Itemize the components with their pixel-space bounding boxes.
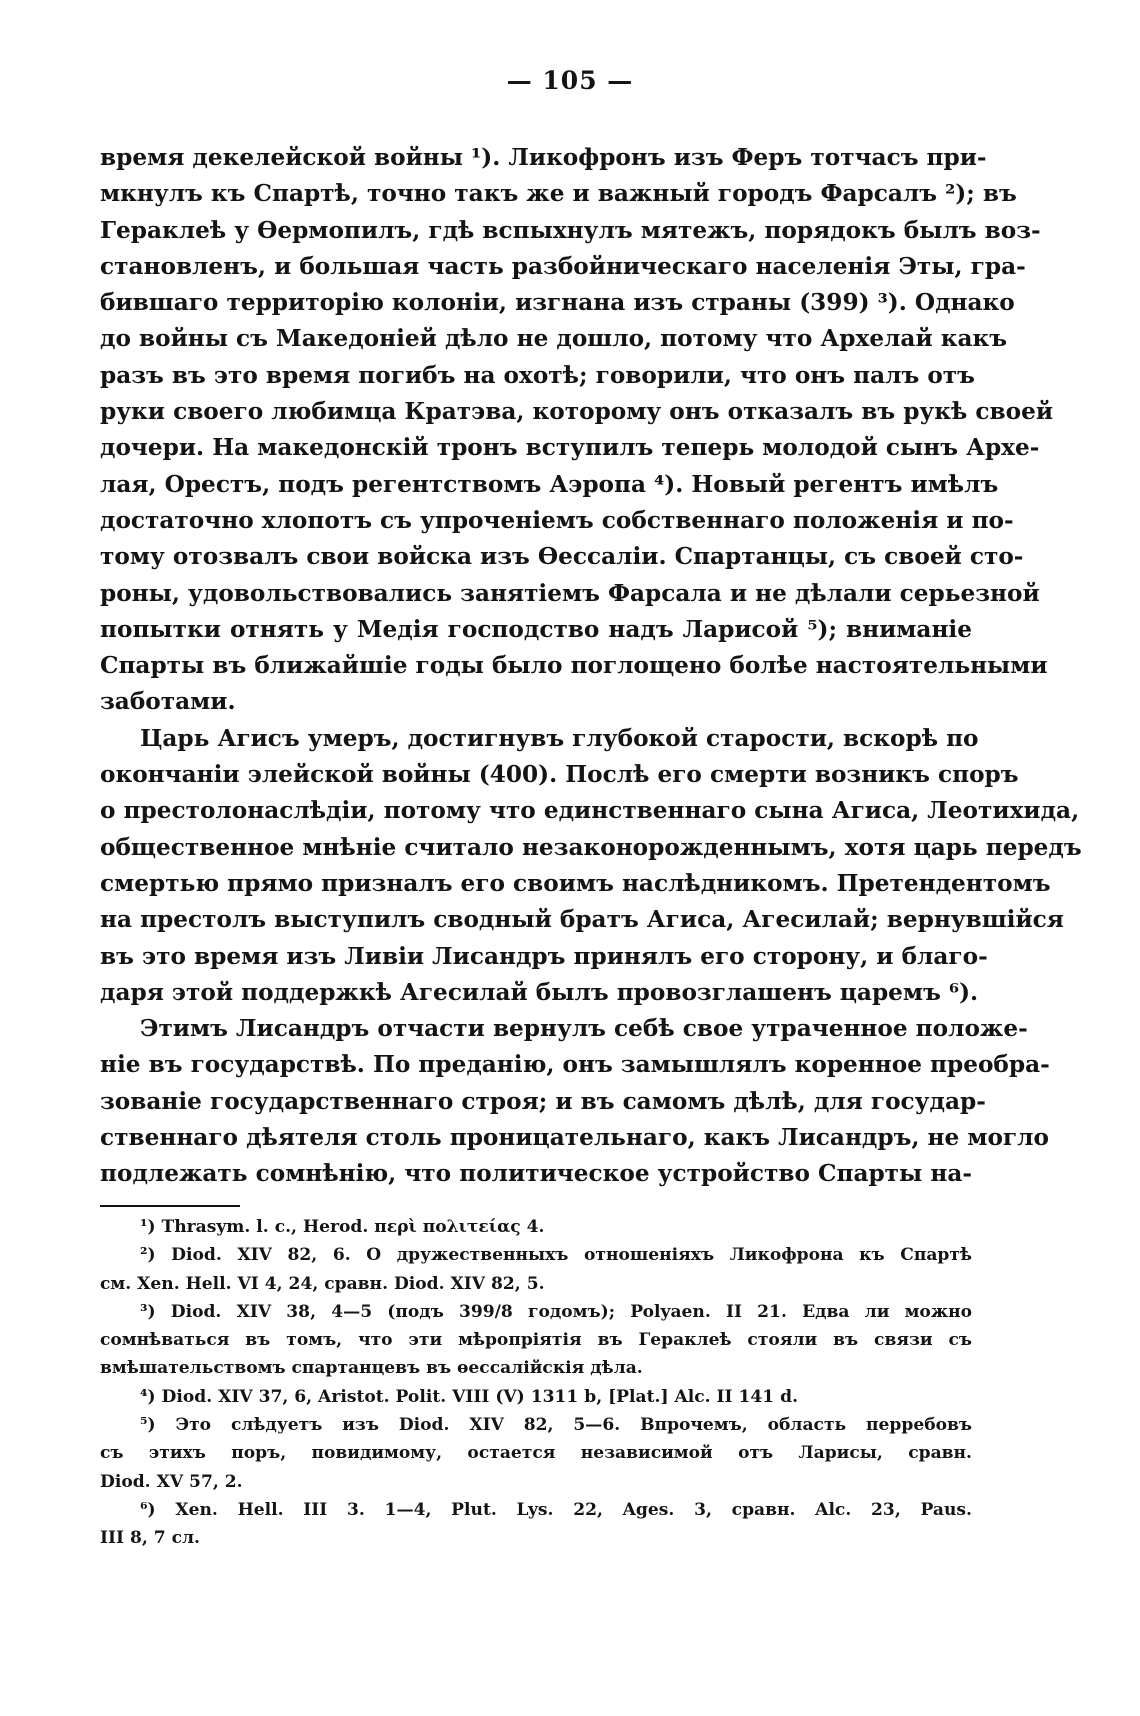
text-line: тому отозвалъ свои войска изъ Өессаліи. Спартанцы, съ своей сто- [100,543,1024,571]
text-line: даря этой поддержкѣ Агесилай былъ провозглашенъ царемъ ⁶). [100,978,979,1006]
text-line: подлежать сомнѣнію, что политическое устройство Спарты на- [100,1160,972,1188]
text-line: руки своего любимца Кратэва, которому онъ отказалъ въ рукѣ своей [100,398,1054,426]
footnote-line: ¹) Thrasym. l. c., Herod. περὶ πολιτείας 4. [140,1217,545,1237]
text-line: до войны съ Македоніей дѣло не дошло, потому что Архелай какъ [100,325,1008,353]
text-line: разъ въ это время погибъ на охотѣ; говорили, что онъ палъ отъ [100,361,975,389]
footnote-line: ⁶) Xen. Hell. III 3. 1—4, Plut. Lys. 22, Ages. 3, сравн. Alc. 23, Paus. [140,1499,972,1520]
text-line: роны, удовольствовались занятіемъ Фарсала и не дѣлали серьезной [100,579,1040,607]
text-line: становленъ, и большая часть разбойническаго населенія Эты, гра- [100,252,1026,280]
text-line: въ это время изъ Ливіи Лисандръ принялъ его сторону, и благо- [100,942,988,970]
footnotes [100,1213,972,1553]
text-line: дочери. На македонскій тронъ вступилъ теперь молодой сынъ Архе- [100,434,1040,462]
text-line: мкнулъ къ Спартѣ, точно такъ же и важный городъ Фарсалъ ²); въ [100,180,1017,208]
footnote-separator [100,1205,240,1207]
footnote-line: ⁴) Diod. XIV 37, 6, Aristot. Polit. VIII (V) 1311 b, [Plat.] Alc. II 141 d. [140,1386,799,1407]
main-text [100,140,1082,1193]
text-line: Этимъ Лисандръ отчасти вернулъ себѣ свое утраченное положе- [140,1015,1028,1043]
text-line: ніе въ государствѣ. По преданію, онъ замышлялъ коренное преобра- [100,1051,1050,1079]
text-line: на престолъ выступилъ сводный братъ Агиса, Агесилай; вернувшійся [100,906,1064,934]
text-line: достаточно хлопотъ съ упроченіемъ собственнаго положенія и по- [100,506,1014,534]
footnote-line: Diod. XV 57, 2. [100,1471,243,1492]
text-line: Гераклеѣ у Өермопилъ, гдѣ вспыхнулъ мятежъ, порядокъ былъ воз- [100,216,1041,244]
text-line: ственнаго дѣятеля столь проницательнаго, какъ Лисандръ, не могло [100,1124,1049,1152]
text-line: попытки отнять у Медія господство надъ Ларисой ⁵); вниманіе [100,615,972,643]
text-line: смертью прямо призналъ его своимъ наслѣдникомъ. Претендентомъ [100,869,1051,897]
text-line: зованіе государственнаго строя; и въ самомъ дѣлѣ, для государ- [100,1087,986,1115]
footnote-line: ³) Diod. XIV 38, 4—5 (подъ 399/8 годомъ); Polyaen. II 21. Едва ли можно [140,1301,972,1322]
footnote-line: III 8, 7 сл. [100,1528,200,1549]
footnote-line: вмѣшательствомъ спартанцевъ въ өессалійскія дѣла. [100,1358,643,1379]
text-line: время декелейской войны ¹). Ликофронъ изъ Феръ тотчасъ при- [100,144,987,171]
footnote-line: ²) Diod. XIV 82, 6. О дружественныхъ отношеніяхъ Ликофрона къ Спартѣ [140,1245,972,1266]
text-line: бившаго территорію колоніи, изгнана изъ страны (399) ³). Однако [100,289,1015,317]
page-number: — 105 — [506,66,634,95]
footnote-line: сомнѣваться въ томъ, что эти мѣропріятія въ Гераклеѣ стояли въ связи съ [100,1330,972,1351]
text-line: Царь Агисъ умеръ, достигнувъ глубокой старости, вскорѣ по [140,724,979,752]
text-line: о престолонаслѣдіи, потому что единственнаго сына Агиса, Леотихида, [100,797,1080,825]
footnote-line: съ этихъ поръ, повидимому, остается независимой отъ Ларисы, сравн. [100,1443,972,1464]
text-line: заботами. [100,688,236,716]
text-line: Спарты въ ближайшіе годы было поглощено болѣе настоятельными [100,652,1048,680]
text-line: окончаніи элейской войны (400). Послѣ его смерти возникъ споръ [100,761,1019,789]
text-line: общественное мнѣніе считало незаконорожденнымъ, хотя царь передъ [100,833,1082,861]
footnote-line: ⁵) Это слѣдуетъ изъ Diod. XIV 82, 5—6. Впрочемъ, область перребовъ [140,1415,972,1436]
footnote-line: см. Xen. Hell. VI 4, 24, сравн. Diod. XIV 82, 5. [100,1273,545,1294]
text-line: лая, Орестъ, подъ регентствомъ Аэропа ⁴). Новый регентъ имѣлъ [100,470,999,498]
